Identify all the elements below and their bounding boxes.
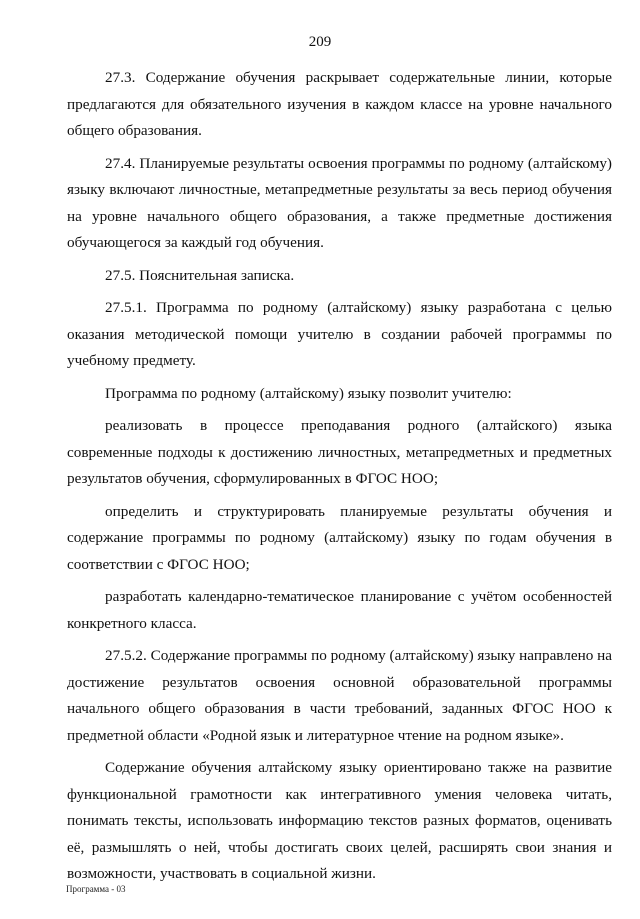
page-number: 209 bbox=[308, 34, 332, 50]
paragraph-27-5-1: 27.5.1. Программа по родному (алтайскому) языку разработана с целью оказания методической помощи учителю в создании рабочей программы по учебному предмету. bbox=[67, 299, 612, 369]
document-body bbox=[67, 65, 612, 894]
list-item-implement: реализовать в процессе преподавания родного (алтайского) языка современные подходы к достижению личностных, метапредметных и предметных результатов обучения, сформулированных в ФГОС НОО; bbox=[67, 417, 612, 487]
paragraph-27-5-2: 27.5.2. Содержание программы по родному (алтайскому) языку направлено на достижение результатов освоения основной образовательной программы начального общего образования в части требований, заданных ФГОС НОО к предметной области «Родной язык и литературное чтение на родном языке». bbox=[67, 647, 612, 744]
paragraph-program-allows: Программа по родному (алтайскому) языку позволит учителю: bbox=[105, 384, 512, 402]
paragraph-27-3: 27.3. Содержание обучения раскрывает содержательные линии, которые предлагаются для обязательного изучения в каждом классе на уровне начального общего образования. bbox=[67, 69, 612, 139]
paragraph-27-5: 27.5. Пояснительная записка. bbox=[105, 266, 295, 284]
list-item-define: определить и структурировать планируемые результаты обучения и содержание программы по родному (алтайскому) языку по годам обучения в соответствии с ФГОС НОО; bbox=[67, 502, 612, 573]
list-item-develop: разработать календарно-тематическое планирование с учётом особенностей конкретного класса. bbox=[67, 588, 612, 632]
paragraph-functional-literacy: Содержание обучения алтайскому языку ориентировано также на развитие функциональной грамотности как интегративного умения человека читать, понимать тексты, использовать информацию текстов разных форматов, оценивать её, размышлять о ней, чтобы достигать своих целей, расширять свои знания и возможности, участвовать в социальной жизни. bbox=[67, 759, 612, 882]
paragraph-27-4: 27.4. Планируемые результаты освоения программы по родному (алтайскому) языку включают личностные, метапредметные результаты за весь период обучения на уровне начального общего образования, а также предметные достижения обучающегося за каждый год обучения. bbox=[67, 154, 612, 251]
footer-label: Программа - 03 bbox=[66, 884, 126, 894]
